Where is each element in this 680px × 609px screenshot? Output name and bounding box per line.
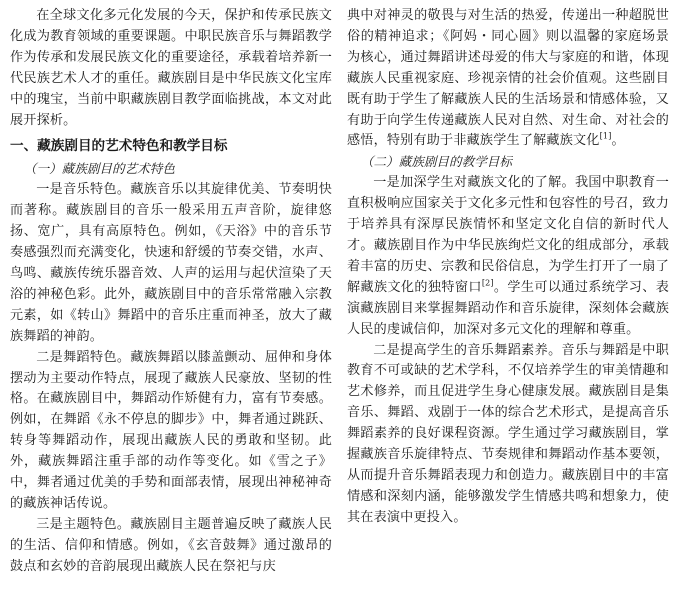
- right-column: [347, 6, 669, 529]
- citation-2: [2]: [481, 278, 494, 288]
- subsection-heading-art-features: （一）藏族剧目的艺术特色: [23, 161, 175, 177]
- goal1-text: 一是加深学生对藏族文化的了解。我国中职教育一直积极响应国家关于文化多元性和包容性的号召，致力于培养具有深厚民族情怀和坚定文化自信的新时代人才。藏族剧目作为中华民族绚烂文化的组成部分，承载着丰富的历史、宗教和民俗信息，为学生打开了一扇了解藏族文化的独特窗口: [347, 175, 669, 295]
- left-column: [10, 6, 332, 578]
- theme-continuation-text: 典中对神灵的敬畏与对生活的热爱，传递出一种超脱世俗的精神追求；《阿妈・同心圆》则以温馨的家庭场景为核心，通过舞蹈讲述母爱的伟大与家庭的和谐，体现藏族人民重视家庭、珍视亲情的社会价值观。这些剧目既有助于学生了解藏族人民的生活场景和情感体验，又有助于向学生传递藏族人民对自然、对生命、对社会的感悟，特别有助于非藏族学生了解藏族文化: [347, 8, 669, 149]
- dance-feature-paragraph: 二是舞蹈特色。藏族舞蹈以膝盖颤动、屈伸和身体摆动为主要动作特点，展现了藏族人民豪放、坚韧的性格。在藏族剧目中，舞蹈动作矫健有力，富有节奏感。例如，在舞蹈《永不停息的脚步》中，舞者通过跳跃、转身等舞蹈动作，展现出藏族人民的勇敢和坚韧。此外，藏族舞蹈注重手部的动作等变化。如《雪之子》中，舞者通过优美的手势和面部表情，展现出神秘神奇的藏族神话传说。: [10, 349, 332, 511]
- music-feature-paragraph: 一是音乐特色。藏族音乐以其旋律优美、节奏明快而著称。藏族剧目的音乐一般采用五声音阶，旋律悠扬、宽广，具有高原特色。例如，《天浴》中的音乐节奏感强烈而充满变化，快速和舒缓的节奏交错，水声、鸟鸣、藏族传统乐器音效、人声的运用与起伏渲染了天浴的神秘色彩。此外，藏族剧目中的音乐常常融入宗教元素，如《转山》舞蹈中的音乐庄重而神圣，放大了藏族舞蹈的神韵。: [10, 182, 332, 344]
- goal2-paragraph: 二是提高学生的音乐舞蹈素养。音乐与舞蹈是中职教育不可或缺的艺术学科，不仅培养学生的审美情趣和艺术修养，而且促进学生身心健康发展。藏族剧目是集音乐、舞蹈、戏剧于一体的综合艺术形式，是提高音乐舞蹈素养的良好课程资源。学生通过学习藏族剧目，掌握藏族音乐旋律特点、节奏规律和舞蹈动作基本要领，从而提升音乐舞蹈表现力和创造力。藏族剧目中的丰富情感和深刻内涵，能够激发学生情感共鸣和想象力，使其在表演中更投入。: [347, 342, 669, 525]
- goal1-paragraph: [347, 173, 669, 340]
- theme-feature-paragraph: 三是主题特色。藏族剧目主题普遍反映了藏族人民的生活、信仰和情感。例如，《玄音鼓舞》通过激昂的鼓点和玄妙的音韵展现出藏族人民在祭祀与庆: [10, 516, 332, 574]
- section-heading-1: 一、藏族剧目的艺术特色和教学目标: [10, 138, 228, 155]
- subsection-heading-teaching-goals: （二）藏族剧目的教学目标: [360, 154, 512, 170]
- goal1-text-end: 。学生可以通过系统学习、表演藏族剧目来掌握舞蹈动作和音乐旋律，深刻体会藏族人民的虔诚信仰，加深对多元文化的理解和尊重。: [347, 279, 669, 337]
- citation-1: [1]: [599, 132, 612, 142]
- theme-continuation-end: 。: [611, 133, 625, 149]
- intro-paragraph: 在全球文化多元化发展的今天，保护和传承民族文化成为教育领域的重要课题。中职民族音乐与舞蹈教学作为传承和发展民族文化的重要途径，承载着培养新一代民族艺术人才的重任。藏族剧目是中华民族文化宝库中的瑰宝，当前中职藏族剧目教学面临挑战，本文对此展开探析。: [10, 8, 332, 128]
- theme-feature-continuation: [347, 6, 669, 152]
